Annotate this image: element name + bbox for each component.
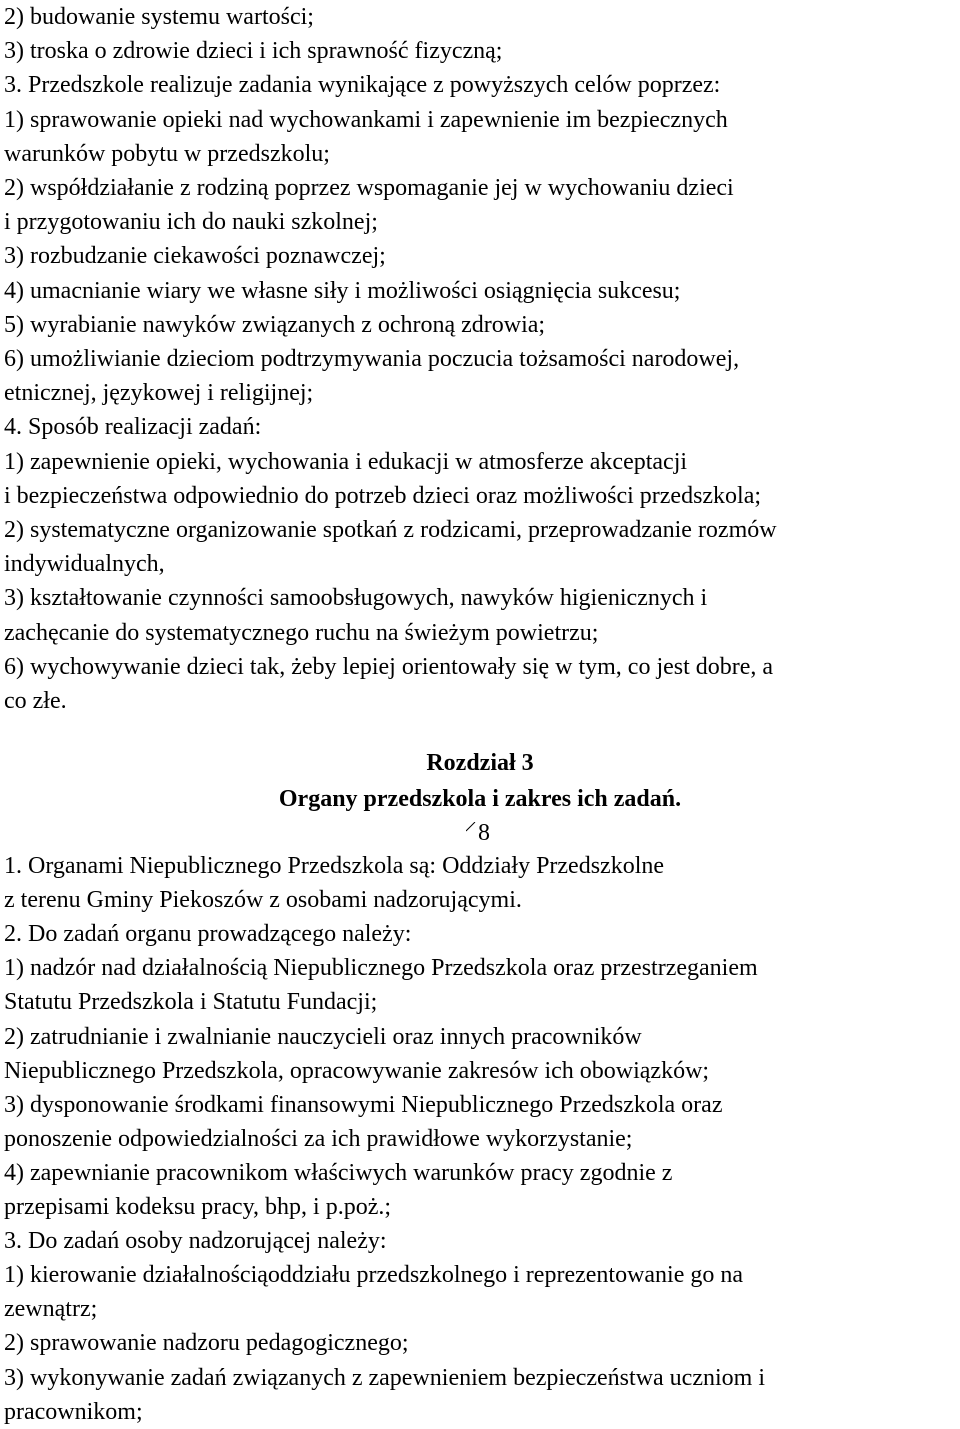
text-line: indywidualnych, [4,551,165,578]
text-line: 1. Organami Niepublicznego Przedszkola są: Oddziały Przedszkolne [4,853,665,879]
text-line: co złe. [4,688,67,714]
text-line: 1) sprawowanie opieki nad wychowankami i zapewnienie im bezpiecznych [4,106,728,133]
text-line: 3. Przedszkole realizuje zadania wynikające z powyższych celów poprzez: [4,72,721,99]
text-line: pracownikom; [4,1398,143,1425]
text-line: i przygotowaniu ich do nauki szkolnej; [4,209,378,236]
text-line: zewnątrz; [4,1296,98,1323]
text-line: 4) umacnianie wiary we własne siły i możliwości osiągnięcia sukcesu; [4,277,681,304]
text-line: 5) wyrabianie nawyków związanych z ochroną zdrowia; [4,311,546,338]
text-line: Statutu Przedszkola i Statutu Fundacji; [4,989,378,1016]
paragraph-number [466,816,526,850]
text-line: 1) nadzór nad działalnością Niepublicznego Przedszkola oraz przestrzeganiem [4,955,758,982]
text-line: 2) sprawowanie nadzoru pedagogicznego; [4,1330,409,1357]
text-line: 2. Do zadań organu prowadzącego należy: [4,921,412,948]
text-line: 3) wykonywanie zadań związanych z zapewnieniem bezpieczeństwa uczniom i [4,1364,765,1391]
text-line: etnicznej, językowej i religijnej; [4,380,314,407]
text-line: zachęcanie do systematycznego ruchu na świeżym powietrzu; [4,619,599,646]
chapter-number: Rozdział 3 [426,750,534,776]
text-line: 3. Do zadań osoby nadzorującej należy: [4,1228,387,1255]
text-line: 2) współdziałanie z rodziną poprzez wspomaganie jej w wychowaniu dzieci [4,175,734,201]
text-line: i bezpieczeństwa odpowiednio do potrzeb dzieci oraz możliwości przedszkola; [4,482,762,509]
text-line: 6) wychowywanie dzieci tak, żeby lepiej orientowały się w tym, co jest dobre, a [4,653,774,680]
text-line: 3) troska o zdrowie dzieci i ich sprawność fizyczną; [4,38,503,65]
text-line: 2) systematyczne organizowanie spotkań z rodzicami, przeprowadzanie rozmów [4,517,777,543]
text-line: 3) dysponowanie środkami finansowymi Niepublicznego Przedszkola oraz [4,1091,723,1118]
chapter-title: Organy przedszkola i zakres ich zadań. [278,786,682,812]
paragraph-symbol-icon [466,822,478,838]
text-line: 2) zatrudnianie i zwalnianie nauczycieli oraz innych pracowników [4,1023,642,1050]
text-line: 3) kształtowanie czynności samoobsługowych, nawyków higienicznych i [4,585,708,612]
text-line: warunków pobytu w przedszkolu; [4,140,330,167]
text-line: z terenu Gminy Piekoszów z osobami nadzorującymi. [4,887,522,914]
text-line: 1) kierowanie działalnościąoddziału przedszkolnego i reprezentowanie go na [4,1262,744,1289]
text-line: 4) zapewnianie pracownikom właściwych warunków pracy zgodnie z [4,1159,673,1186]
text-line: 6) umożliwianie dzieciom podtrzymywania poczucia tożsamości narodowej, [4,346,740,372]
paragraph-number-text: 8 [478,820,490,846]
text-line: przepisami kodeksu pracy, bhp, i p.poż.; [4,1194,392,1220]
text-line: Niepublicznego Przedszkola, opracowywanie zakresów ich obowiązków; [4,1057,710,1084]
text-line: 2) budowanie systemu wartości; [4,4,314,30]
text-line: 1) zapewnienie opieki, wychowania i edukacji w atmosferze akceptacji [4,448,688,475]
text-line: 4. Sposób realizacji zadań: [4,414,262,441]
text-line: 3) rozbudzanie ciekawości poznawczej; [4,243,386,270]
text-line: ponoszenie odpowiedzialności za ich prawidłowe wykorzystanie; [4,1125,633,1152]
